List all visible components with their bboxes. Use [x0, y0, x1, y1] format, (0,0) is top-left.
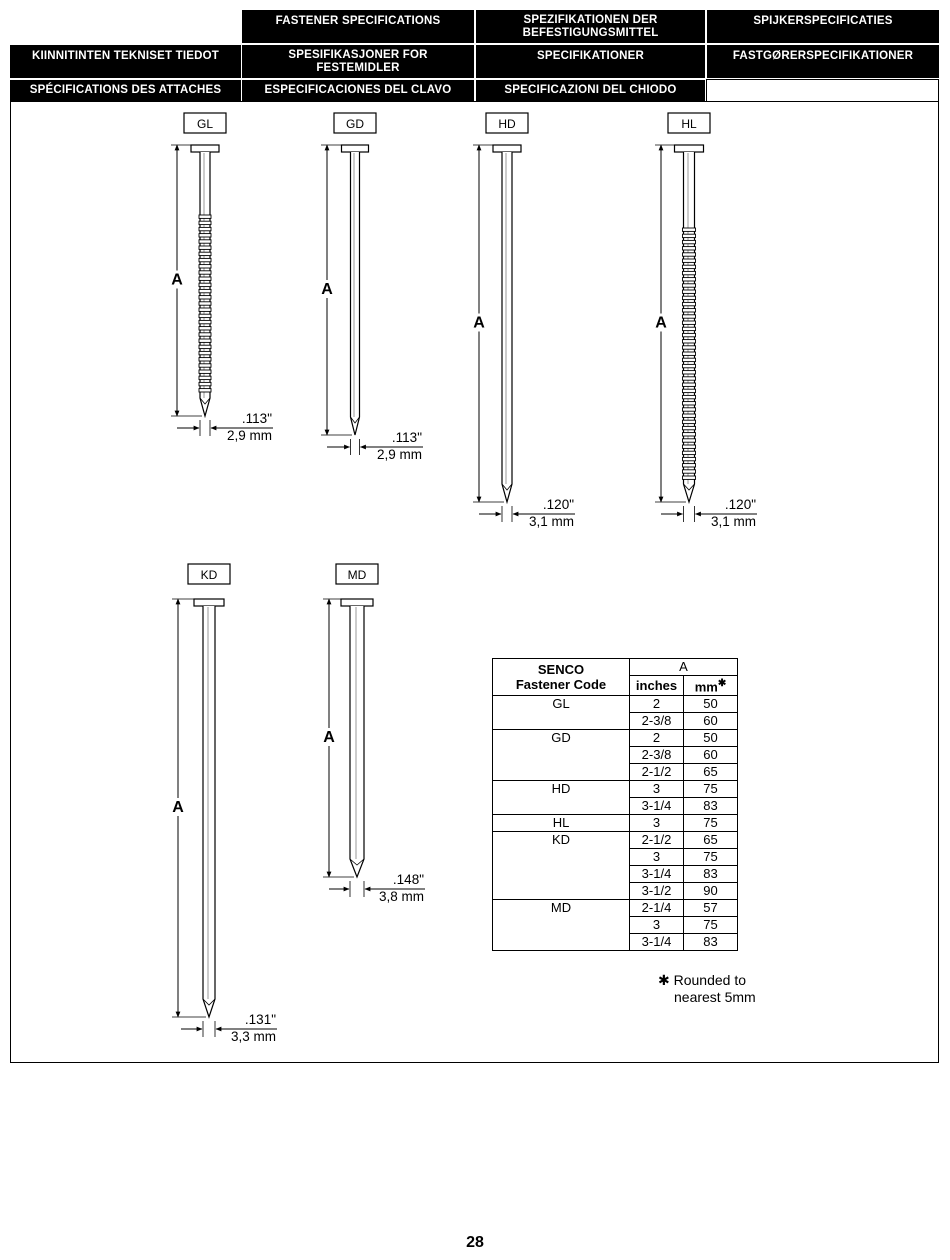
- fastener-code-cell: [493, 883, 630, 900]
- fastener-code-cell: [493, 713, 630, 730]
- table-row: [493, 849, 738, 866]
- table-row: [493, 696, 738, 713]
- header-de: SPEZIFIKATIONEN DER BEFESTIGUNGSMITTEL: [476, 10, 705, 43]
- length-inches-cell: 2-1/2: [630, 764, 684, 781]
- nail-rings: [199, 215, 211, 392]
- diameter-inches: .113": [391, 430, 422, 445]
- nail-code-label: HL: [681, 117, 697, 131]
- nail-shank: [502, 152, 512, 502]
- header-es: ESPECIFICACIONES DEL CLAVO: [242, 80, 474, 101]
- nail-gl: [169, 113, 273, 443]
- table-row: [493, 883, 738, 900]
- length-inches-cell: 2-3/8: [630, 713, 684, 730]
- table-row: [493, 900, 738, 917]
- header-no: SPESIFIKASJONER FOR FESTEMIDLER: [242, 45, 474, 78]
- diameter-inches: .113": [241, 411, 272, 426]
- length-mm-cell: 65: [684, 832, 738, 849]
- diameter-mm: 3,1 mm: [528, 514, 574, 529]
- length-inches-cell: 3: [630, 781, 684, 798]
- nail-head: [191, 145, 219, 152]
- fastener-code-cell: KD: [493, 832, 630, 849]
- table-row: [493, 832, 738, 849]
- table-row: [493, 798, 738, 815]
- asterisk-icon: ✱: [658, 972, 670, 988]
- length-mm-cell: 90: [684, 883, 738, 900]
- table-row: [493, 747, 738, 764]
- length-mm-cell: 83: [684, 866, 738, 883]
- nail-head: [493, 145, 521, 152]
- header-it: SPECIFICAZIONI DEL CHIODO: [476, 80, 705, 101]
- length-inches-cell: 2: [630, 730, 684, 747]
- length-inches-cell: 3: [630, 815, 684, 832]
- length-mm-cell: 50: [684, 696, 738, 713]
- length-mm-cell: 60: [684, 747, 738, 764]
- length-mm-cell: 75: [684, 849, 738, 866]
- fastener-code-cell: HD: [493, 781, 630, 798]
- fastener-code-cell: [493, 917, 630, 934]
- length-mm-cell: 60: [684, 713, 738, 730]
- table-header-code: SENCO Fastener Code: [493, 659, 630, 696]
- header-en: FASTENER SPECIFICATIONS: [242, 10, 474, 43]
- length-mm-cell: 57: [684, 900, 738, 917]
- table-row: [493, 713, 738, 730]
- fastener-code-cell: [493, 798, 630, 815]
- length-inches-cell: 3-1/4: [630, 866, 684, 883]
- table-row: [493, 917, 738, 934]
- table-header-a: A: [630, 659, 738, 676]
- table-row: [493, 781, 738, 798]
- diameter-inches: .120": [542, 497, 574, 512]
- nail-code-label: MD: [347, 568, 367, 582]
- length-inches-cell: 2-1/4: [630, 900, 684, 917]
- diameter-inches: .120": [724, 497, 756, 512]
- nail-rings: [683, 228, 696, 479]
- page-number: 28: [466, 1234, 484, 1251]
- fastener-code-cell: [493, 849, 630, 866]
- length-mm-cell: 83: [684, 798, 738, 815]
- nail-code-label: GL: [196, 117, 214, 131]
- length-mm-cell: 50: [684, 730, 738, 747]
- dimension-a-label: A: [171, 271, 183, 289]
- nail-head: [342, 145, 369, 152]
- length-mm-cell: 75: [684, 781, 738, 798]
- table-row: [493, 934, 738, 951]
- footnote: [658, 972, 756, 1006]
- diameter-mm: 3,8 mm: [378, 889, 424, 904]
- table-row: [493, 815, 738, 832]
- table-row: [493, 866, 738, 883]
- diameter-inches: .131": [244, 1012, 276, 1027]
- nail-code-label: HD: [498, 117, 516, 131]
- length-mm-cell: 75: [684, 815, 738, 832]
- nail-gd: [319, 113, 423, 462]
- length-mm-cell: 83: [684, 934, 738, 951]
- diameter-inches: .148": [392, 872, 424, 887]
- header-sv: SPECIFIKATIONER: [476, 45, 705, 78]
- nail-shank: [203, 606, 215, 1017]
- header-fr: SPÉCIFICATIONS DES ATTACHES: [10, 80, 241, 101]
- length-mm-cell: 75: [684, 917, 738, 934]
- table-header-mm: mm✱: [684, 676, 738, 696]
- length-inches-cell: 2-3/8: [630, 747, 684, 764]
- length-mm-cell: 65: [684, 764, 738, 781]
- header-da: FASTGØRERSPECIFIKATIONER: [707, 45, 939, 78]
- nail-kd: [170, 564, 277, 1044]
- fastener-code-cell: [493, 747, 630, 764]
- nail-hl: [653, 113, 757, 529]
- nail-shank: [351, 152, 360, 435]
- dimension-a-label: A: [473, 314, 485, 332]
- table-header-inches: inches: [630, 676, 684, 696]
- length-inches-cell: 3-1/4: [630, 798, 684, 815]
- dimension-a-label: A: [323, 729, 335, 746]
- fastener-spec-table: [492, 658, 738, 951]
- diameter-mm: 3,1 mm: [710, 514, 756, 529]
- nail-head: [675, 145, 704, 152]
- fastener-code-cell: [493, 764, 630, 781]
- length-inches-cell: 3-1/2: [630, 883, 684, 900]
- nail-head: [341, 599, 373, 606]
- nail-hd: [471, 113, 575, 529]
- length-inches-cell: 3-1/4: [630, 934, 684, 951]
- length-inches-cell: 3: [630, 917, 684, 934]
- fastener-code-cell: GD: [493, 730, 630, 747]
- nail-shank: [350, 606, 364, 877]
- fastener-code-cell: HL: [493, 815, 630, 832]
- table-row: [493, 730, 738, 747]
- diameter-mm: 2,9 mm: [376, 447, 422, 462]
- dimension-a-label: A: [172, 799, 184, 816]
- header-fi: KIINNITINTEN TEKNISET TIEDOT: [10, 45, 241, 78]
- fastener-code-cell: [493, 934, 630, 951]
- dimension-a-label: A: [655, 314, 667, 332]
- dimension-a-label: A: [321, 281, 333, 298]
- length-inches-cell: 3: [630, 849, 684, 866]
- header-nl: SPIJKERSPECIFICATIES: [707, 10, 939, 43]
- table-row: [493, 764, 738, 781]
- footnote-line1: Rounded to: [673, 972, 747, 988]
- nail-code-label: KD: [200, 568, 218, 582]
- diameter-mm: 3,3 mm: [230, 1029, 276, 1044]
- diameter-mm: 2,9 mm: [226, 428, 272, 443]
- footnote-line2: nearest 5mm: [674, 989, 756, 1005]
- nail-head: [194, 599, 224, 606]
- fastener-code-cell: [493, 866, 630, 883]
- nail-md: [321, 564, 425, 904]
- length-inches-cell: 2: [630, 696, 684, 713]
- fastener-code-cell: GL: [493, 696, 630, 713]
- length-inches-cell: 2-1/2: [630, 832, 684, 849]
- nail-code-label: GD: [346, 117, 364, 131]
- fastener-code-cell: MD: [493, 900, 630, 917]
